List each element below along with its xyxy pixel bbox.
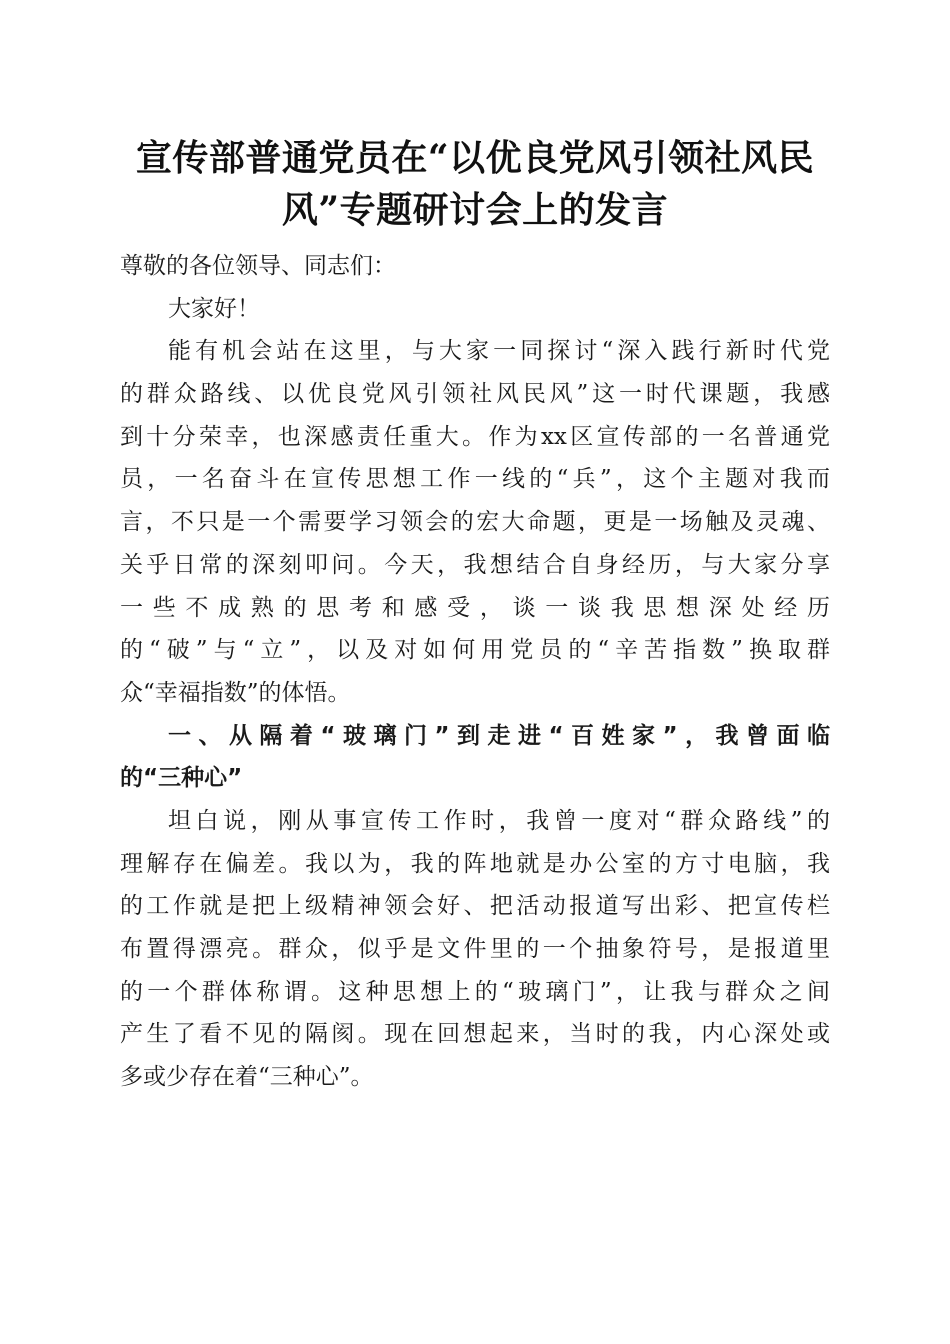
paragraph-line: 的一个群体称谓。这种思想上的“玻璃门”，让我与群众之间 bbox=[120, 978, 830, 1005]
paragraph-line: 关乎日常的深刻叩问。今天，我想结合自身经历，与大家分享 bbox=[120, 551, 830, 578]
paragraph-line: 布置得漂亮。群众，似乎是文件里的一个抽象符号，是报道里 bbox=[120, 936, 830, 962]
salutation: 尊敬的各位领导、同志们： bbox=[120, 253, 396, 279]
paragraph-line: 言，不只是一个需要学习领会的宏大命题，更是一场触及灵魂、 bbox=[120, 509, 830, 536]
paragraph-line: 员，一名奋斗在宣传思想工作一线的“兵”，这个主题对我而 bbox=[120, 466, 830, 493]
greeting: 大家好！ bbox=[168, 295, 260, 322]
heading-line: 一、从隔着“玻璃门”到走进“百姓家”，我曾面临 bbox=[168, 722, 830, 749]
paragraph-1 bbox=[120, 330, 830, 714]
paragraph-line: 坦白说，刚从事宣传工作时，我曾一度对“群众路线”的 bbox=[168, 807, 830, 834]
title-line: 宣传部普通党员在“以优良党风引领社风民 bbox=[135, 137, 815, 179]
paragraph-2 bbox=[120, 800, 830, 1099]
document-body bbox=[120, 245, 830, 1099]
title-line: 风”专题研讨会上的发言 bbox=[281, 189, 669, 231]
document-title bbox=[120, 132, 830, 236]
heading-line: 的“三种心” bbox=[120, 765, 243, 792]
paragraph-line: 理解存在偏差。我以为，我的阵地就是办公室的方寸电脑，我 bbox=[120, 850, 830, 877]
paragraph-line: 一些不成熟的思考和感受，谈一谈我思想深处经历 bbox=[120, 594, 830, 621]
paragraph-line: 众“幸福指数”的体悟。 bbox=[120, 679, 351, 706]
paragraph-line: 多或少存在着“三种心”。 bbox=[120, 1064, 374, 1091]
paragraph-line: 到十分荣幸，也深感责任重大。作为xx区宣传部的一名普通党 bbox=[120, 423, 830, 450]
paragraph-line: 能有机会站在这里，与大家一同探讨“深入践行新时代党 bbox=[168, 338, 830, 365]
paragraph-line: 的工作就是把上级精神领会好、把活动报道写出彩、把宣传栏 bbox=[120, 893, 830, 920]
paragraph-line: 产生了看不见的隔阂。现在回想起来，当时的我，内心深处或 bbox=[120, 1021, 830, 1048]
paragraph-line: 的群众路线、以优良党风引领社风民风”这一时代课题，我感 bbox=[120, 381, 830, 408]
section-heading-1 bbox=[120, 715, 830, 800]
paragraph-line: 的“破”与“立”，以及对如何用党员的“辛苦指数”换取群 bbox=[120, 637, 830, 664]
